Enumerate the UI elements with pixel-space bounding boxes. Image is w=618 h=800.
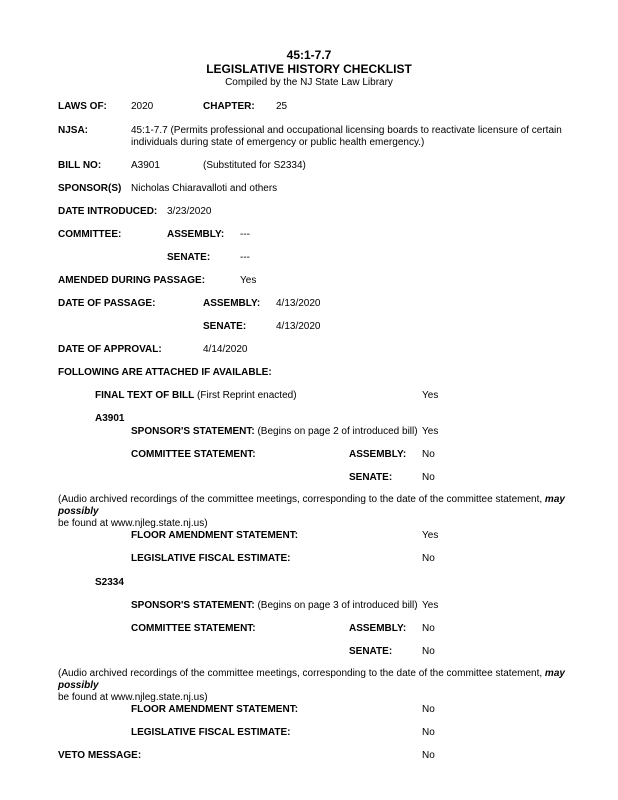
chapter-label: CHAPTER: [203, 101, 255, 112]
s2334-assembly-value: No [422, 623, 435, 634]
a3901-sponsor-row [131, 426, 418, 437]
s2334-floor-label: FLOOR AMENDMENT STATEMENT: [131, 704, 299, 715]
final-text-label: FINAL TEXT OF BILL [95, 390, 195, 401]
s2334-audio-text: (Audio archived recordings of the committee meetings, corresponding to the date of the committee statement, [58, 668, 545, 679]
a3901-sponsor-note: (Begins on page 2 of introduced bill) [257, 426, 418, 437]
s2334-audio-emphasis: may possibly [58, 668, 565, 691]
a3901-audio-text: (Audio archived recordings of the committee meetings, corresponding to the date of the committee statement, [58, 494, 545, 505]
a3901-audio-url-text: be found at www.njleg.state.nj.us) [58, 518, 208, 529]
committee-senate-value: --- [240, 252, 250, 263]
passage-senate-value: 4/13/2020 [276, 321, 321, 332]
bill-no-note: (Substituted for S2334) [203, 160, 306, 171]
s2334-audio-note [58, 668, 608, 704]
committee-assembly-value: --- [240, 229, 250, 240]
final-text-row [95, 390, 297, 401]
s2334-senate-value: No [422, 646, 435, 657]
citation-heading: 45:1-7.7 [286, 48, 332, 62]
a3901-sponsor-value: Yes [422, 426, 439, 437]
bill-no-label: BILL NO: [58, 160, 102, 171]
passage-senate-label: SENATE: [203, 321, 247, 332]
a3901-senate-value: No [422, 472, 435, 483]
amended-value: Yes [240, 275, 257, 286]
a3901-sponsor-label: SPONSOR'S STATEMENT: [131, 426, 255, 437]
chapter-value: 25 [276, 101, 288, 112]
bill-no-value: A3901 [131, 160, 160, 171]
date-of-passage-label: DATE OF PASSAGE: [58, 298, 156, 309]
sponsors-value: Nicholas Chiaravalloti and others [131, 183, 278, 194]
s2334-senate-label: SENATE: [349, 646, 393, 657]
a3901-audio-note [58, 494, 608, 530]
a3901-assembly-value: No [422, 449, 435, 460]
njsa-label: NJSA: [58, 125, 89, 136]
s2334-fiscal-value: No [422, 727, 435, 738]
s2334-committee-label: COMMITTEE STATEMENT: [131, 623, 256, 634]
s2334-sponsor-row [131, 600, 418, 611]
sponsors-label: SPONSOR(S) [58, 183, 122, 194]
a3901-floor-label: FLOOR AMENDMENT STATEMENT: [131, 530, 299, 541]
s2334-heading: S2334 [95, 577, 124, 588]
date-introduced-value: 3/23/2020 [167, 206, 212, 217]
committee-assembly-label: ASSEMBLY: [167, 229, 225, 240]
s2334-assembly-label: ASSEMBLY: [349, 623, 407, 634]
a3901-assembly-label: ASSEMBLY: [349, 449, 407, 460]
committee-label: COMMITTEE: [58, 229, 122, 240]
s2334-sponsor-value: Yes [422, 600, 439, 611]
s2334-sponsor-note: (Begins on page 3 of introduced bill) [257, 600, 418, 611]
final-text-note: (First Reprint enacted) [197, 390, 297, 401]
a3901-audio-emphasis: may possibly [58, 494, 565, 517]
veto-message-value: No [422, 750, 435, 761]
passage-assembly-value: 4/13/2020 [276, 298, 321, 309]
a3901-committee-label: COMMITTEE STATEMENT: [131, 449, 256, 460]
date-of-approval-label: DATE OF APPROVAL: [58, 344, 162, 355]
passage-assembly-label: ASSEMBLY: [203, 298, 261, 309]
njsa-value: 45:1-7.7 (Permits professional and occupational licensing boards to reactivate licensure of certain individuals during state of emergency or public health emergency.) [131, 125, 562, 148]
final-text-value: Yes [422, 390, 439, 401]
veto-message-label: VETO MESSAGE: [58, 750, 142, 761]
laws-of-label: LAWS OF: [58, 101, 107, 112]
date-of-approval-value: 4/14/2020 [203, 344, 248, 355]
s2334-audio-url-text: be found at www.njleg.state.nj.us) [58, 692, 208, 703]
a3901-heading: A3901 [95, 413, 125, 424]
page-title: LEGISLATIVE HISTORY CHECKLIST [206, 62, 412, 76]
committee-senate-label: SENATE: [167, 252, 211, 263]
page-subtitle: Compiled by the NJ State Law Library [225, 77, 393, 88]
a3901-floor-value: Yes [422, 530, 439, 541]
a3901-fiscal-value: No [422, 553, 435, 564]
following-attached-heading: FOLLOWING ARE ATTACHED IF AVAILABLE: [58, 367, 272, 378]
s2334-floor-value: No [422, 704, 435, 715]
amended-label: AMENDED DURING PASSAGE: [58, 275, 206, 286]
date-introduced-label: DATE INTRODUCED: [58, 206, 158, 217]
laws-of-value: 2020 [131, 101, 154, 112]
s2334-fiscal-label: LEGISLATIVE FISCAL ESTIMATE: [131, 727, 291, 738]
s2334-sponsor-label: SPONSOR'S STATEMENT: [131, 600, 255, 611]
a3901-fiscal-label: LEGISLATIVE FISCAL ESTIMATE: [131, 553, 291, 564]
a3901-senate-label: SENATE: [349, 472, 393, 483]
